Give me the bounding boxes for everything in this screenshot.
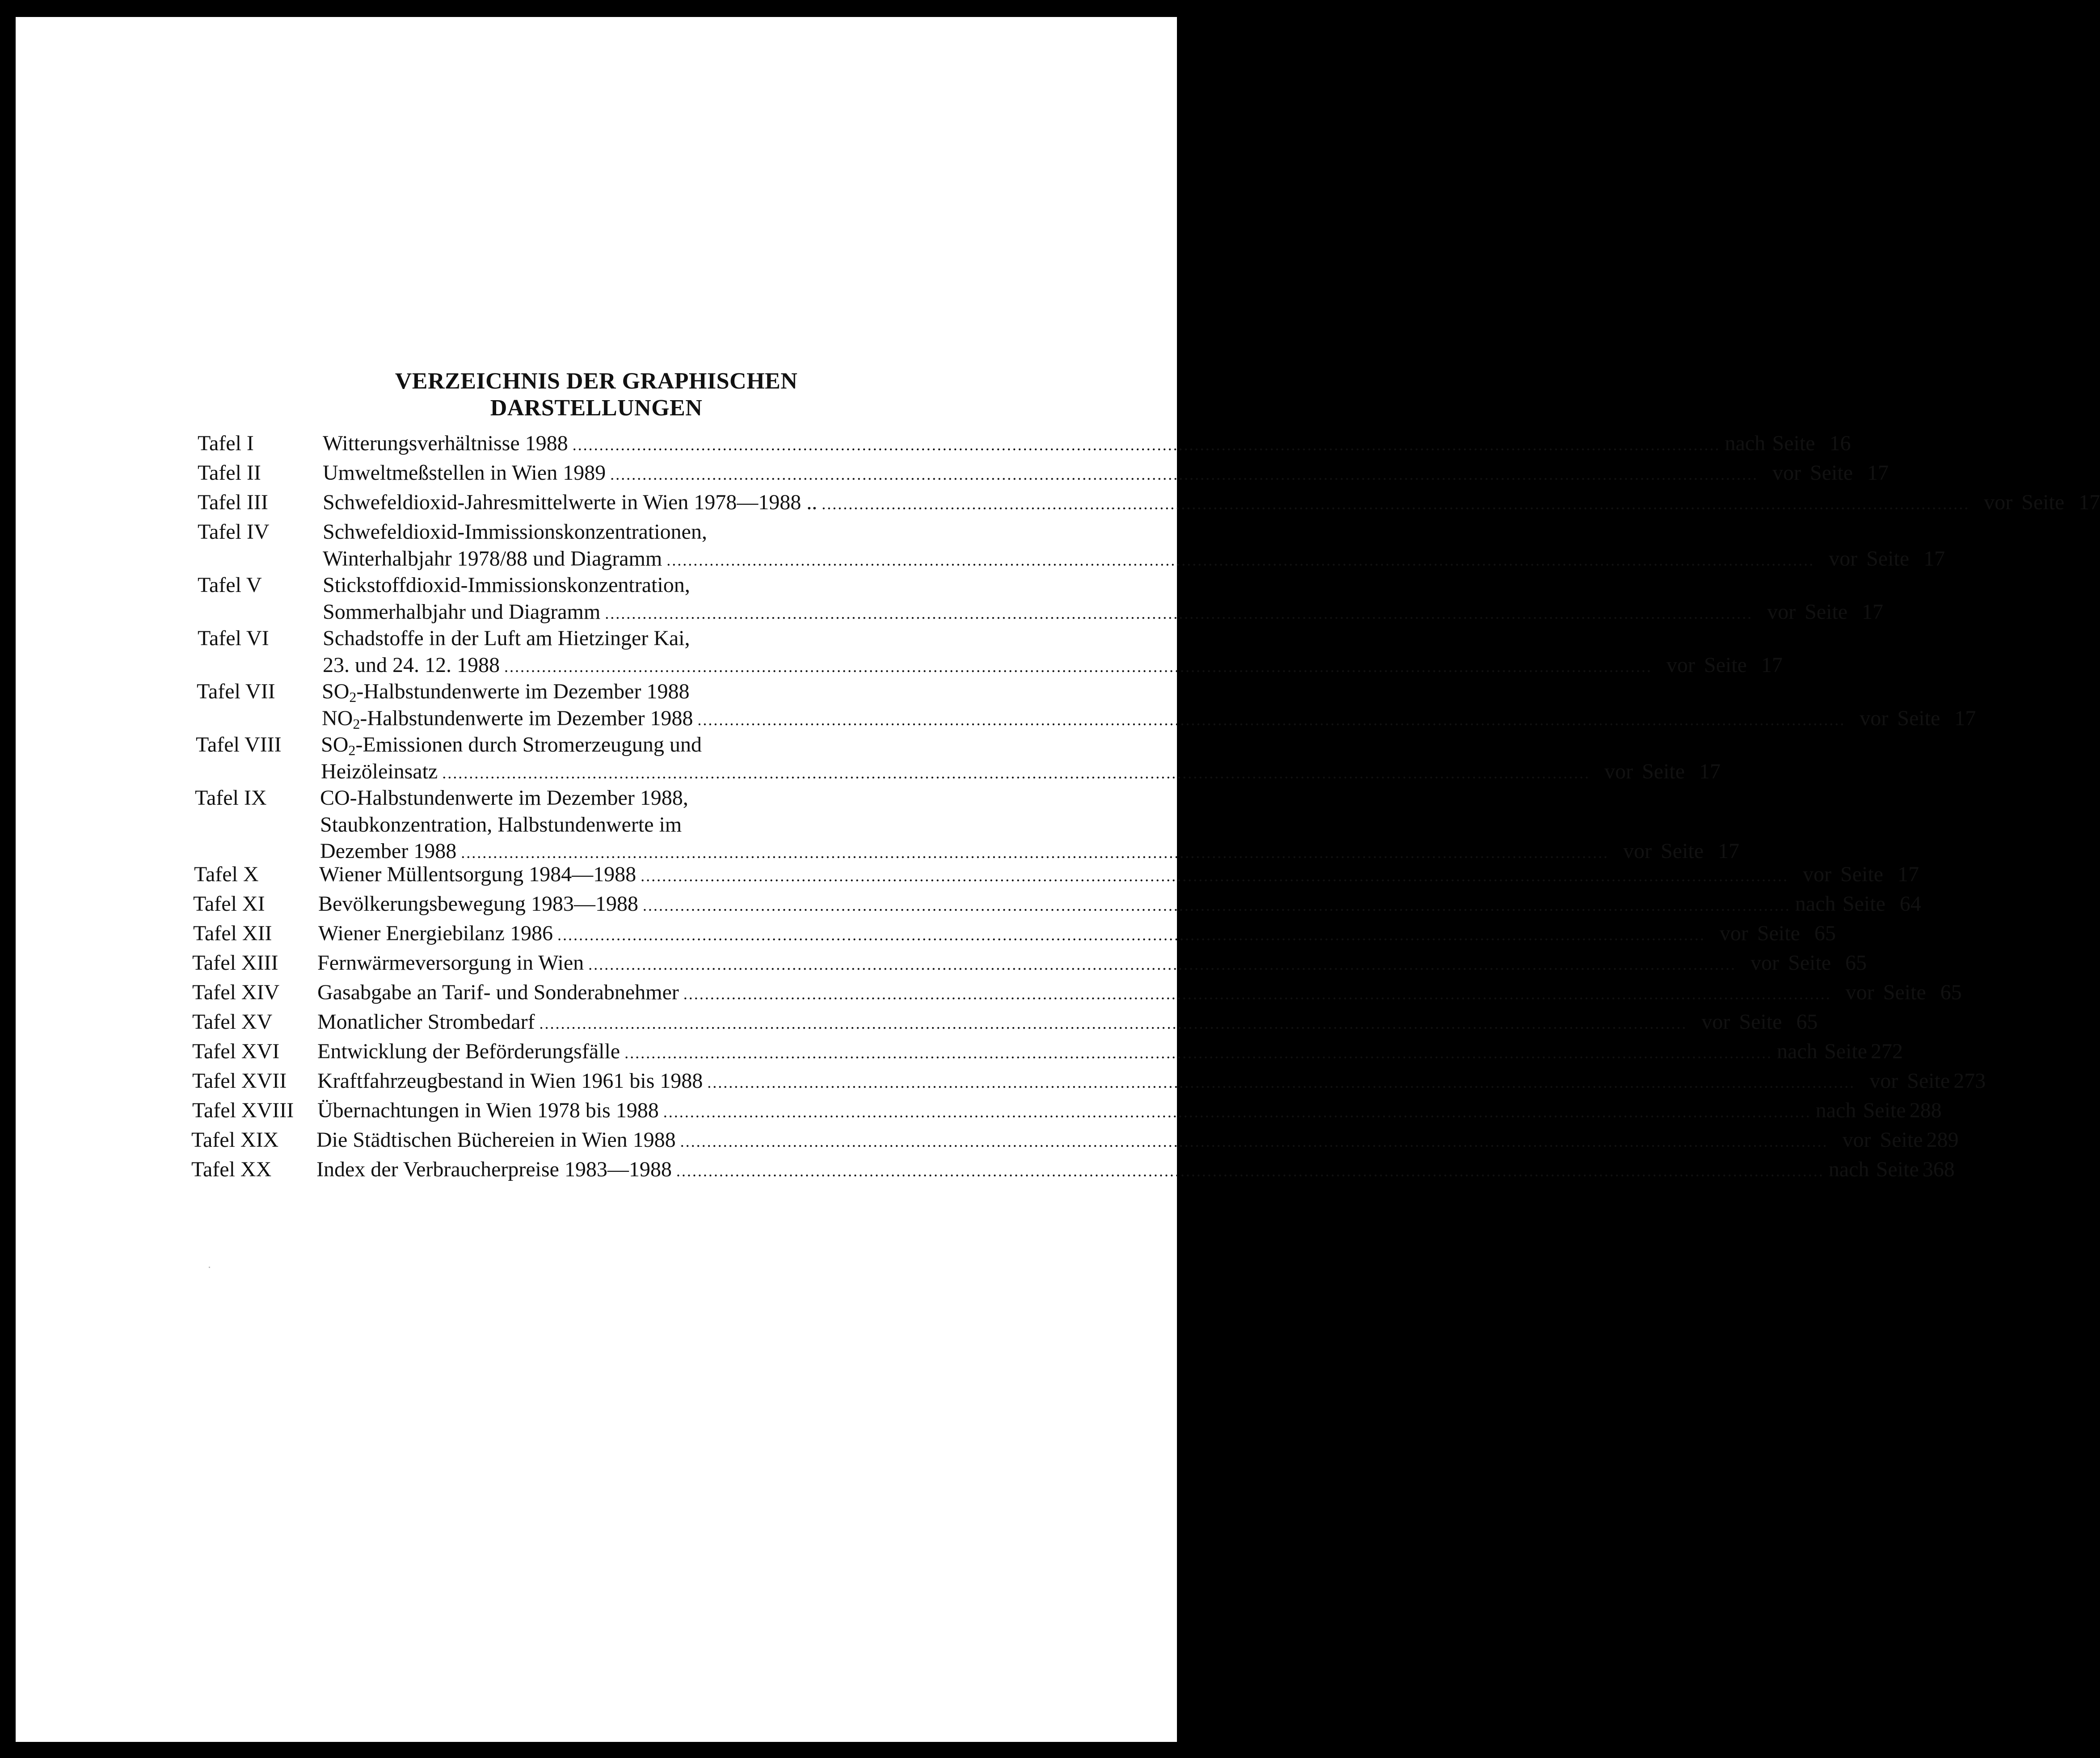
page-position-word: vor [1666, 653, 1695, 677]
toc-entry [194, 861, 1919, 888]
page-reference [1816, 1097, 1942, 1124]
dot-leader [707, 1069, 1855, 1096]
toc-entry [192, 1068, 1986, 1095]
toc-entry-line [323, 460, 1889, 486]
toc-entry [192, 950, 1867, 976]
toc-entry-line [323, 625, 690, 651]
page-number: 65 [1940, 980, 1962, 1004]
toc-entry [192, 1009, 1818, 1035]
seite-word: Seite [1704, 653, 1747, 677]
page-number: 16 [1829, 431, 1851, 455]
page-reference [1833, 1127, 1959, 1153]
seite-word: Seite [1866, 546, 1910, 571]
page-number: 273 [1953, 1069, 1986, 1093]
dot-leader [683, 981, 1831, 1007]
page-position-word: vor [1767, 600, 1796, 624]
toc-entry-label: Tafel V [198, 573, 262, 597]
toc-entry-title: Wiener Müllentsorgung 1984—1988 [319, 862, 637, 886]
seite-word: Seite [1642, 759, 1685, 783]
toc-entry-line [317, 1038, 1903, 1065]
table-of-contents [16, 17, 2100, 1742]
toc-entry-line [321, 758, 1721, 785]
seite-word: Seite [1907, 1069, 1950, 1093]
page-number: 64 [1899, 892, 1921, 916]
toc-entry-line [323, 652, 1783, 678]
page-position-word: vor [1604, 759, 1633, 783]
toc-entry-label: Tafel XIII [192, 951, 278, 975]
page-number: 17 [2079, 490, 2100, 514]
page-position-word: vor [1984, 490, 2013, 514]
seite-word: Seite [1824, 1040, 1868, 1063]
toc-entry-label: Tafel XIV [192, 980, 280, 1004]
toc-entry-line [317, 1009, 1818, 1035]
page-reference [1710, 920, 1836, 947]
toc-entry-title: Schwefeldioxid-Jahresmittelwerte in Wien 1978—1988 .. [323, 490, 818, 514]
dot-leader [663, 1099, 1811, 1125]
toc-entry [198, 460, 1889, 486]
toc-entry-line [321, 731, 702, 758]
toc-entry-line [322, 678, 689, 705]
toc-entry-title: Sommerhalbjahr und Diagramm [323, 600, 601, 624]
seite-word: Seite [1788, 951, 1831, 975]
toc-entry-line [317, 979, 1962, 1006]
page-position-word: vor [1701, 1010, 1730, 1034]
page-number: 17 [1867, 461, 1889, 485]
toc-entry [193, 891, 1921, 917]
toc-entry-line [322, 705, 1976, 732]
toc-entry-title: $SO_2$-Halbstundenwerte im Dezember 1988 [322, 680, 690, 705]
dot-leader [680, 1128, 1828, 1155]
toc-entry-line [318, 891, 1921, 917]
page-number: 65 [1796, 1010, 1818, 1034]
toc-entry-label: Tafel IV [198, 520, 270, 544]
dot-leader [504, 654, 1652, 680]
page-number: 368 [1922, 1158, 1955, 1181]
toc-entry-label: Tafel XVI [192, 1040, 280, 1063]
toc-entry-title: Index der Verbraucherpreise 1983—1988 [316, 1158, 672, 1181]
toc-entry-line [323, 489, 2100, 516]
page-number: 65 [1814, 921, 1836, 945]
toc-entry-line [316, 1156, 1955, 1183]
toc-entry-line [318, 920, 1836, 947]
toc-entry-line [323, 430, 1851, 456]
dot-leader [624, 1040, 1772, 1066]
seite-word: Seite [1661, 839, 1704, 863]
seite-word: Seite [1876, 1158, 1919, 1181]
toc-entry-line [319, 861, 1919, 887]
toc-entry-label: Tafel XII [193, 921, 272, 945]
toc-entry [198, 519, 1945, 572]
toc-entry-line [317, 950, 1867, 976]
page-position-word: vor [1750, 951, 1780, 975]
page-position-word: nach [1795, 892, 1836, 916]
toc-entry-title: Bevölkerungsbewegung 1983—1988 [318, 892, 638, 916]
toc-entry-line [316, 1127, 1959, 1153]
toc-entry-title: Schwefeldioxid-Immissionskonzentrationen, [323, 520, 707, 544]
toc-entry-line [323, 545, 1945, 572]
page-position-word: vor [1803, 862, 1832, 886]
toc-entry-line [320, 785, 688, 811]
scan-speck [209, 1267, 210, 1268]
toc-entry-title: Witterungsverhältnisse 1988 [323, 431, 568, 455]
toc-entry-title: 23. und 24. 12. 1988 [323, 653, 500, 677]
seite-word: Seite [1772, 431, 1815, 455]
toc-entry [191, 1156, 1955, 1183]
toc-entry-title: Gasabgabe an Tarif- und Sonderabnehmer [317, 980, 679, 1004]
page-reference [1793, 861, 1919, 887]
page-reference [1836, 979, 1962, 1006]
page-position-word: vor [1842, 1128, 1871, 1152]
page-reference [1594, 758, 1720, 785]
page-position-word: vor [1860, 706, 1889, 730]
page-position-word: nach [1815, 1099, 1856, 1122]
toc-entry-label: Tafel XV [192, 1010, 273, 1034]
toc-entry-title: Entwicklung der Beförderungsfälle [317, 1040, 620, 1063]
page-reference [1692, 1009, 1818, 1035]
toc-entry [198, 489, 2100, 516]
toc-entry-label: Tafel VIII [196, 733, 282, 756]
page-reference [1850, 705, 1976, 731]
page-position-word: nach [1828, 1158, 1869, 1181]
toc-entry-title: Kraftfahrzeugbestand in Wien 1961 bis 1988 [317, 1069, 703, 1093]
page-number: 17 [1761, 653, 1783, 677]
toc-entry-title: CO-Halbstundenwerte im Dezember 1988, [320, 786, 688, 810]
toc-entry-line [317, 1068, 1986, 1094]
title-line-2: DARSTELLUNGEN [490, 395, 703, 421]
page-reference [1974, 489, 2100, 516]
toc-entry-label: Tafel XVIII [192, 1099, 294, 1122]
seite-word: Seite [1883, 980, 1926, 1004]
toc-entry-title: Die Städtischen Büchereien in Wien 1988 [316, 1128, 676, 1152]
page-position-word: nach [1777, 1040, 1817, 1063]
page-number: 289 [1926, 1128, 1959, 1152]
page-number: 17 [1954, 706, 1976, 730]
toc-entry-line [320, 838, 1740, 864]
seite-word: Seite [1897, 706, 1940, 730]
page-reference [1657, 652, 1783, 678]
toc-entry-title: Fernwärmeversorgung in Wien [317, 951, 584, 975]
toc-entry [192, 1097, 1942, 1124]
toc-entry-label: Tafel III [198, 490, 268, 514]
page-number: 272 [1871, 1040, 1903, 1063]
dot-leader [676, 1158, 1824, 1184]
toc-entry-title: Staubkonzentration, Halbstundenwerte im [320, 812, 682, 837]
toc-entry-title: $SO_2$-Emissionen durch Stromerzeugung und [321, 733, 702, 758]
toc-entry-title: $NO_2$-Halbstundenwerte im Dezember 1988 [322, 706, 693, 732]
toc-entry-title: Stickstoffdioxid-Immissionskonzentration, [323, 573, 690, 597]
toc-entry-line [323, 572, 690, 598]
toc-entry-title: Heizöleinsatz [321, 759, 438, 783]
toc-entry-label: Tafel VII [197, 680, 275, 703]
toc-entry [197, 678, 1976, 732]
toc-entry-title: Übernachtungen in Wien 1978 bis 1988 [317, 1099, 659, 1122]
toc-entry [193, 920, 1836, 947]
page-position-word: vor [1623, 839, 1652, 863]
dot-leader [573, 432, 1720, 458]
toc-entry [198, 430, 1851, 457]
toc-entry-title: Wiener Energiebilanz 1986 [318, 921, 553, 945]
dot-leader [643, 892, 1791, 919]
seite-word: Seite [1863, 1099, 1906, 1122]
toc-entry-label: Tafel XIX [191, 1128, 279, 1152]
seite-word: Seite [2021, 490, 2065, 514]
page-position-word: vor [1829, 546, 1858, 571]
title-line-1: VERZEICHNIS DER GRAPHISCHEN [395, 368, 798, 394]
toc-entry [198, 625, 1783, 678]
seite-word: Seite [1805, 600, 1848, 624]
page-reference [1819, 545, 1945, 572]
page-number: 17 [1699, 759, 1721, 783]
page-number: 17 [1718, 839, 1740, 863]
page-reference [1763, 460, 1889, 486]
page-position-word: vor [1845, 980, 1874, 1004]
toc-entry-title: Winterhalbjahr 1978/88 und Diagramm [323, 546, 662, 571]
dot-leader [605, 600, 1753, 627]
toc-entry [196, 731, 1721, 785]
page-reference [1725, 430, 1851, 456]
toc-entry-line [323, 599, 1884, 625]
page-reference [1795, 891, 1921, 917]
dot-leader [540, 1010, 1687, 1037]
page-position-word: nach [1725, 431, 1766, 455]
page-reference [1860, 1068, 1986, 1094]
seite-word: Seite [1880, 1128, 1923, 1152]
toc-entry-title: Dezember 1988 [320, 839, 457, 863]
toc-entry-line [317, 1097, 1942, 1124]
page-position-word: vor [1772, 461, 1801, 485]
toc-entry-label: Tafel XVII [192, 1069, 287, 1093]
dot-leader [557, 922, 1705, 948]
dot-leader [822, 491, 1969, 517]
toc-entry-line [320, 811, 682, 838]
dot-leader [610, 461, 1758, 488]
toc-entry-label: Tafel IX [195, 786, 267, 810]
toc-entry [198, 572, 1884, 625]
dot-leader [641, 863, 1788, 889]
dot-leader [697, 707, 1845, 733]
seite-word: Seite [1810, 461, 1853, 485]
toc-entry-label: Tafel VI [198, 626, 269, 650]
page-number: 288 [1909, 1099, 1942, 1122]
page-reference [1741, 950, 1867, 976]
page-reference [1777, 1038, 1903, 1065]
page-number: 17 [1898, 862, 1919, 886]
seite-word: Seite [1739, 1010, 1782, 1034]
page-position-word: vor [1720, 921, 1748, 945]
page-reference [1613, 838, 1739, 864]
toc-entry [192, 1038, 1903, 1065]
page-number: 17 [1862, 600, 1884, 624]
toc-entry-label: Tafel II [198, 461, 261, 485]
toc-entry-line [323, 519, 707, 545]
page-reference [1829, 1156, 1955, 1183]
seite-word: Seite [1840, 862, 1884, 886]
dot-leader [442, 760, 1590, 786]
toc-entry [192, 979, 1962, 1006]
toc-entry-title: Umweltmeßstellen in Wien 1989 [323, 461, 606, 485]
toc-entry-label: Tafel I [198, 431, 254, 455]
dot-leader [588, 951, 1736, 978]
toc-entry-label: Tafel XI [193, 892, 265, 916]
toc-entry-title: Monatlicher Strombedarf [317, 1010, 535, 1034]
toc-entry-label: Tafel XX [191, 1158, 272, 1181]
toc-entry [195, 785, 1740, 865]
seite-word: Seite [1757, 921, 1800, 945]
toc-entry-title: Schadstoffe in der Luft am Hietzinger Kai, [323, 626, 690, 650]
seite-word: Seite [1842, 892, 1885, 916]
document-page [16, 17, 2100, 1742]
dot-leader [666, 547, 1814, 574]
toc-entry-label: Tafel X [194, 862, 259, 886]
toc-entry [191, 1127, 1959, 1154]
page-position-word: vor [1869, 1069, 1898, 1093]
page-number: 65 [1845, 951, 1867, 975]
page-number: 17 [1923, 546, 1945, 571]
page-reference [1757, 599, 1883, 625]
